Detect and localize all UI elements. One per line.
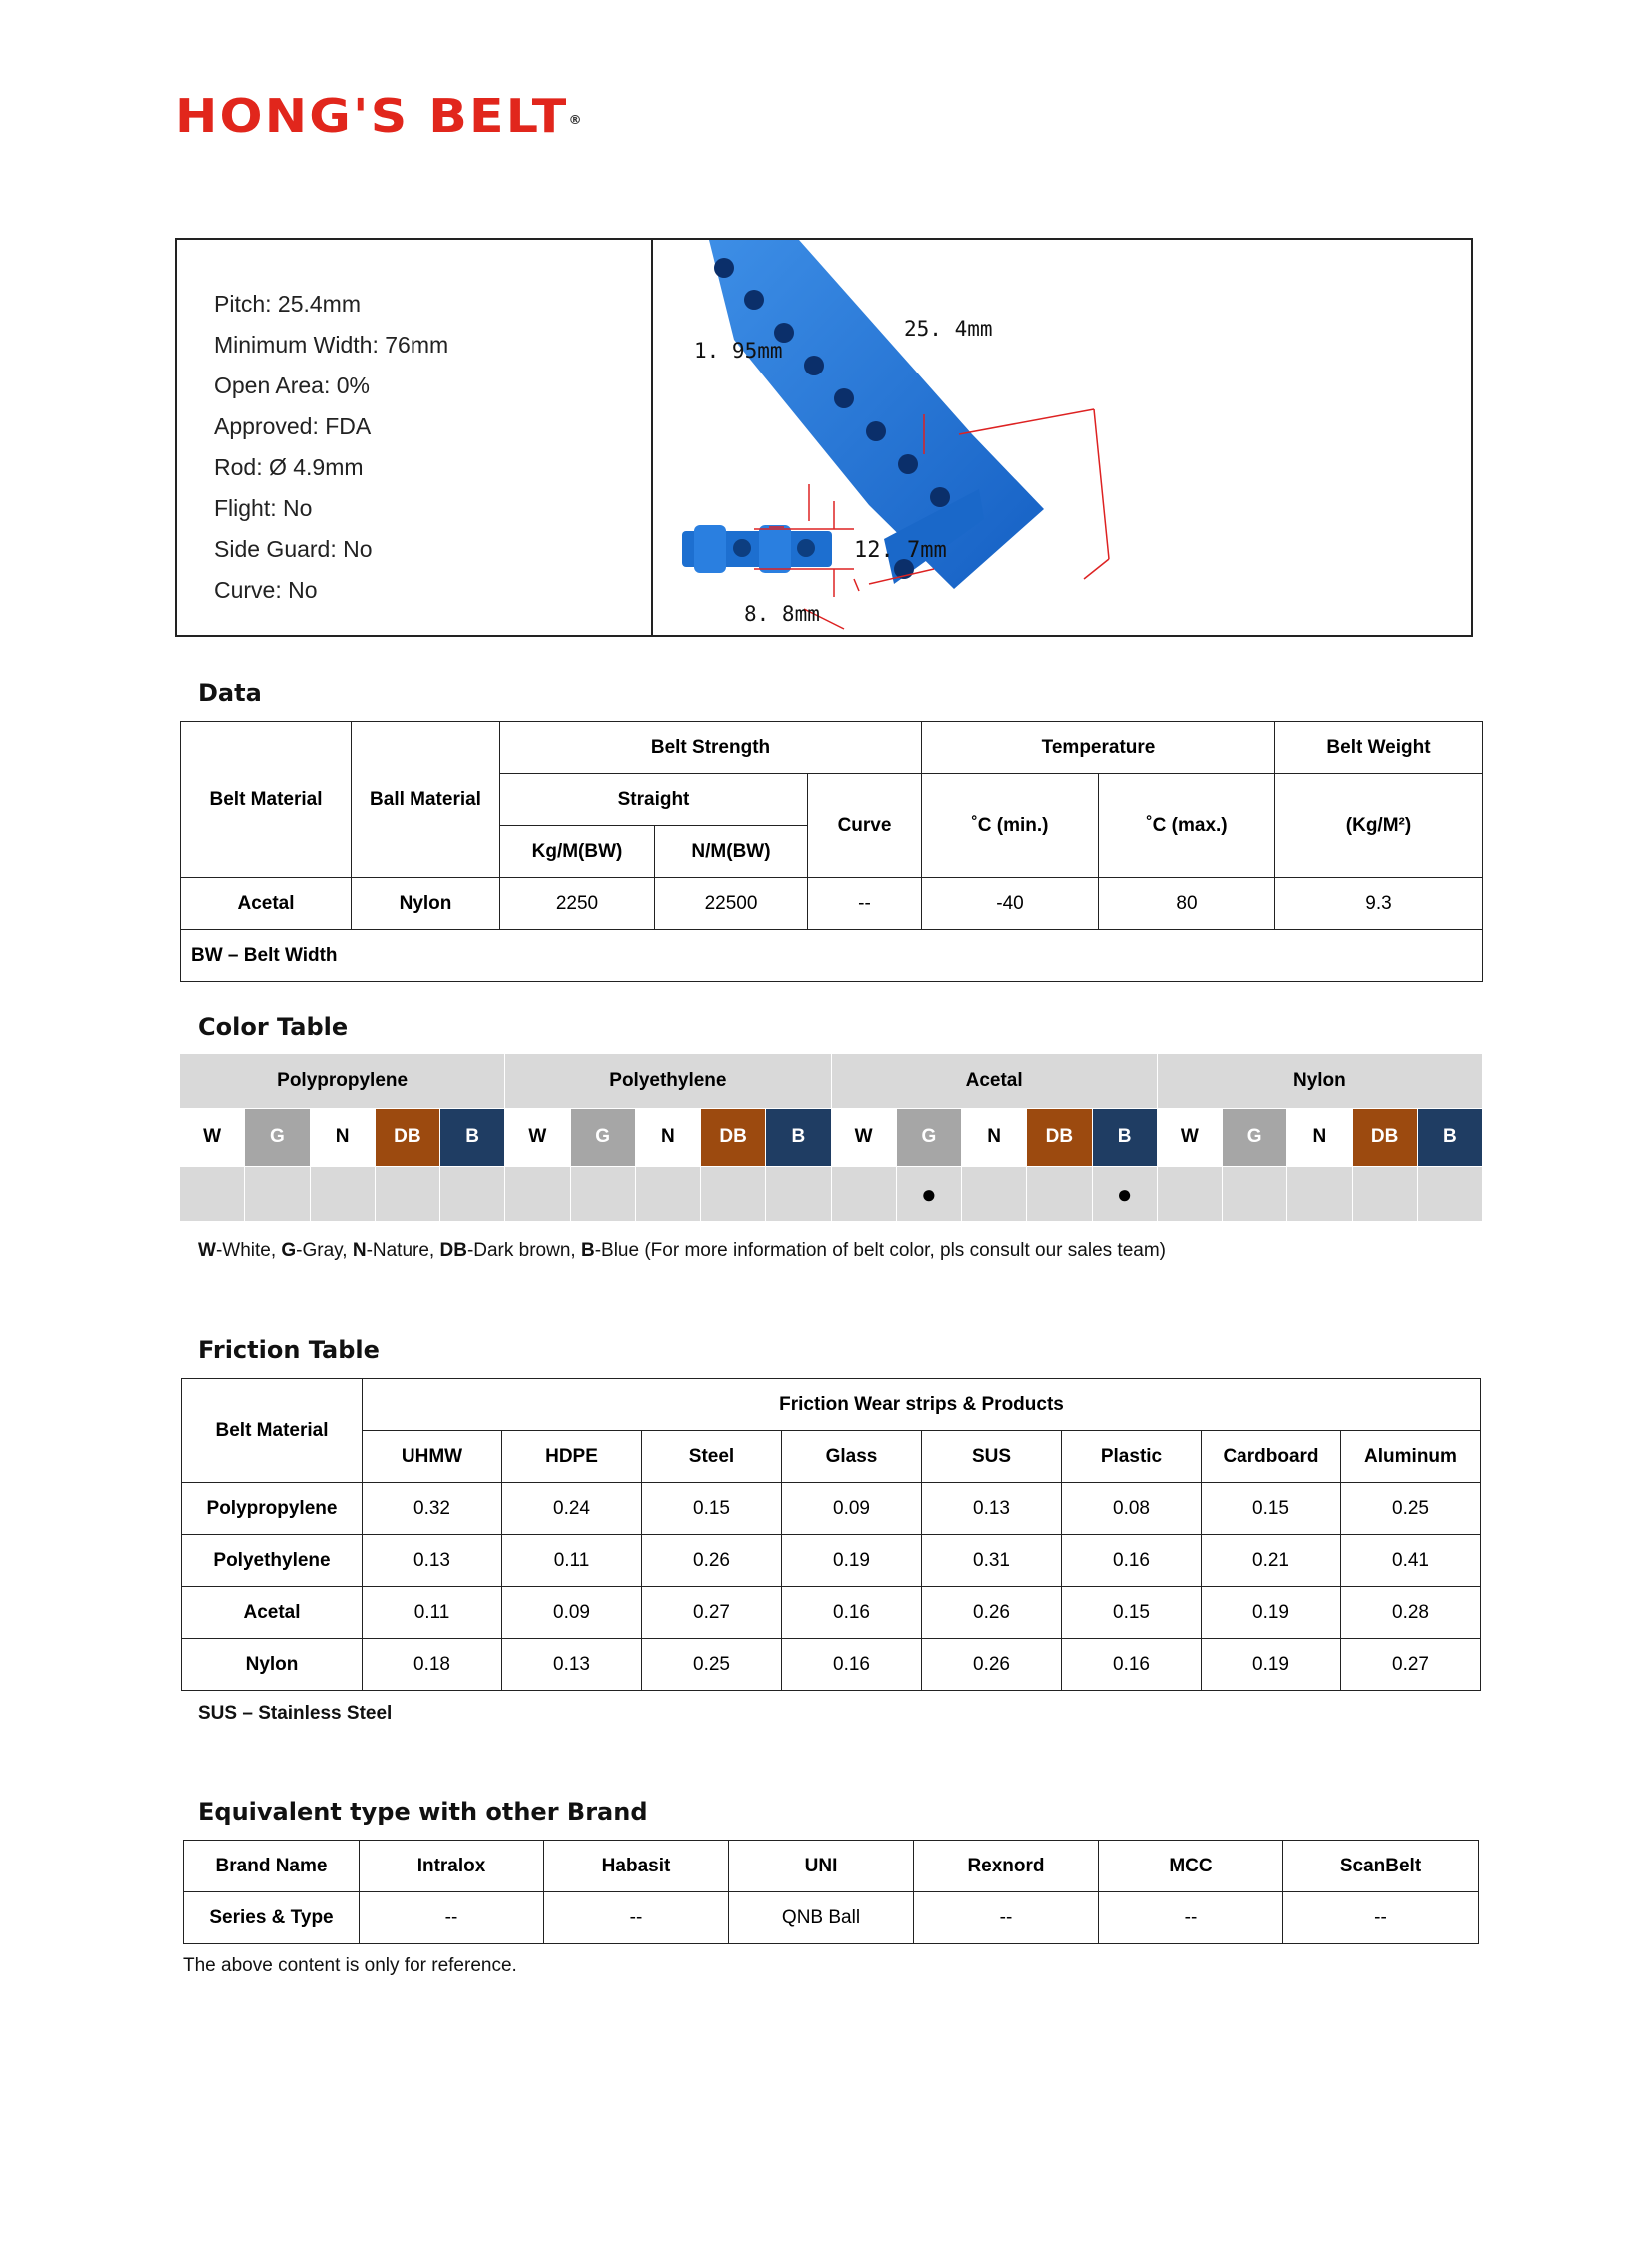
ac-n: N bbox=[962, 1109, 1027, 1167]
dim-thick-label: 8. 8mm bbox=[744, 602, 820, 626]
dim-height-label: 12. 7mm bbox=[854, 538, 947, 563]
cell-curve: -- bbox=[808, 878, 922, 930]
spec-min-width: Minimum Width: 76mm bbox=[214, 332, 449, 358]
series: -- bbox=[360, 1892, 544, 1944]
h-tmin: ˚C (min.) bbox=[922, 774, 1099, 878]
cell: 0.27 bbox=[642, 1587, 782, 1639]
cell: 0.15 bbox=[1202, 1483, 1341, 1535]
pp-db: DB bbox=[375, 1109, 439, 1167]
fh-glass: Glass bbox=[782, 1431, 922, 1483]
avail-cell bbox=[1027, 1167, 1092, 1222]
avail-cell bbox=[440, 1167, 505, 1222]
logo-text: HONG'S BELT bbox=[175, 89, 569, 143]
pp-n: N bbox=[310, 1109, 375, 1167]
dim-pitch-label: 25. 4mm bbox=[904, 317, 993, 341]
eh-series: Series & Type bbox=[184, 1892, 360, 1944]
avail-cell bbox=[1417, 1167, 1482, 1222]
cell: 0.16 bbox=[1062, 1535, 1202, 1587]
series: -- bbox=[914, 1892, 1099, 1944]
fh-sus: SUS bbox=[922, 1431, 1062, 1483]
fh-plastic: Plastic bbox=[1062, 1431, 1202, 1483]
cell-tmin: -40 bbox=[922, 878, 1099, 930]
row-material: Polyethylene bbox=[182, 1535, 363, 1587]
avail-cell bbox=[1223, 1167, 1287, 1222]
h-weight-unit: (Kg/M²) bbox=[1275, 774, 1483, 878]
avail-cell bbox=[1287, 1167, 1352, 1222]
equivalent-table bbox=[183, 1840, 1479, 1944]
cell: 0.15 bbox=[642, 1483, 782, 1535]
pe-n: N bbox=[635, 1109, 700, 1167]
cell: 0.16 bbox=[782, 1587, 922, 1639]
avail-cell bbox=[310, 1167, 375, 1222]
row-material: Polypropylene bbox=[182, 1483, 363, 1535]
equivalent-section-title: Equivalent type with other Brand bbox=[198, 1798, 648, 1826]
cell: 0.31 bbox=[922, 1535, 1062, 1587]
legend-n: N bbox=[352, 1240, 367, 1261]
cell: 0.13 bbox=[922, 1483, 1062, 1535]
series: -- bbox=[1099, 1892, 1283, 1944]
fh-cardboard: Cardboard bbox=[1202, 1431, 1341, 1483]
avail-cell bbox=[1352, 1167, 1417, 1222]
pe-g: G bbox=[570, 1109, 635, 1167]
belt-diagram bbox=[654, 240, 1471, 635]
table-row bbox=[182, 1587, 1481, 1639]
pp-w: W bbox=[180, 1109, 245, 1167]
avail-dot-acetal-g: ● bbox=[896, 1167, 961, 1222]
brand: Intralox bbox=[360, 1841, 544, 1892]
availability-row bbox=[180, 1167, 1483, 1222]
cell: 0.18 bbox=[363, 1639, 502, 1691]
legend-w: W bbox=[198, 1240, 216, 1261]
brand: Habasit bbox=[544, 1841, 729, 1892]
cell: 0.15 bbox=[1062, 1587, 1202, 1639]
h-tmax: ˚C (max.) bbox=[1099, 774, 1275, 878]
cell: 0.26 bbox=[922, 1587, 1062, 1639]
registered-mark: ® bbox=[568, 113, 584, 127]
cell: 0.11 bbox=[502, 1535, 642, 1587]
cell-tmax: 80 bbox=[1099, 878, 1275, 930]
cell-ball-material: Nylon bbox=[352, 878, 500, 930]
legend-db-text: -Dark brown, bbox=[466, 1240, 581, 1261]
h-nm: N/M(BW) bbox=[655, 826, 808, 878]
side-profile bbox=[682, 525, 832, 573]
avail-cell bbox=[570, 1167, 635, 1222]
group-acetal: Acetal bbox=[831, 1054, 1157, 1109]
ac-b: B bbox=[1092, 1109, 1157, 1167]
pe-db: DB bbox=[701, 1109, 766, 1167]
color-table bbox=[179, 1053, 1483, 1222]
spec-list bbox=[214, 284, 448, 611]
h-belt-strength: Belt Strength bbox=[500, 722, 922, 774]
cell: 0.28 bbox=[1341, 1587, 1481, 1639]
color-legend bbox=[198, 1240, 1166, 1262]
table-row bbox=[182, 1483, 1481, 1535]
cell: 0.19 bbox=[782, 1535, 922, 1587]
cell: 0.27 bbox=[1341, 1639, 1481, 1691]
row-material: Acetal bbox=[182, 1587, 363, 1639]
table-row bbox=[182, 1639, 1481, 1691]
data-section-title: Data bbox=[198, 679, 262, 707]
legend-b-text: -Blue (For more information of belt color, pls consult our sales team) bbox=[594, 1240, 1166, 1261]
avail-cell bbox=[180, 1167, 245, 1222]
ny-n: N bbox=[1287, 1109, 1352, 1167]
data-table bbox=[180, 721, 1483, 982]
spec-rod: Rod: Ø 4.9mm bbox=[214, 454, 364, 480]
spec-curve: Curve: No bbox=[214, 577, 318, 603]
data-footnote: BW – Belt Width bbox=[181, 930, 1483, 982]
spec-flight: Flight: No bbox=[214, 495, 313, 521]
brand: UNI bbox=[729, 1841, 914, 1892]
cell-kgm: 2250 bbox=[500, 878, 655, 930]
pe-w: W bbox=[505, 1109, 570, 1167]
ac-w: W bbox=[831, 1109, 896, 1167]
spec-approved: Approved: FDA bbox=[214, 413, 372, 439]
group-nylon: Nylon bbox=[1157, 1054, 1482, 1109]
cell: 0.25 bbox=[642, 1639, 782, 1691]
fh-steel: Steel bbox=[642, 1431, 782, 1483]
brand: Rexnord bbox=[914, 1841, 1099, 1892]
spec-divider bbox=[651, 238, 653, 637]
color-section-title: Color Table bbox=[198, 1013, 349, 1041]
legend-g-text: -Gray, bbox=[296, 1240, 353, 1261]
legend-g: G bbox=[281, 1240, 297, 1261]
h-kgm: Kg/M(BW) bbox=[500, 826, 655, 878]
ny-db: DB bbox=[1352, 1109, 1417, 1167]
pp-g: G bbox=[245, 1109, 310, 1167]
cell-weight: 9.3 bbox=[1275, 878, 1483, 930]
fh-hdpe: HDPE bbox=[502, 1431, 642, 1483]
series: -- bbox=[1283, 1892, 1479, 1944]
pp-b: B bbox=[440, 1109, 505, 1167]
cell: 0.09 bbox=[782, 1483, 922, 1535]
series: QNB Ball bbox=[729, 1892, 914, 1944]
avail-cell bbox=[635, 1167, 700, 1222]
h-curve: Curve bbox=[808, 774, 922, 878]
avail-dot-acetal-b: ● bbox=[1092, 1167, 1157, 1222]
cell: 0.09 bbox=[502, 1587, 642, 1639]
h-straight: Straight bbox=[500, 774, 808, 826]
group-polyethylene: Polyethylene bbox=[505, 1054, 831, 1109]
cell-nm: 22500 bbox=[655, 878, 808, 930]
brand-logo bbox=[175, 88, 584, 144]
legend-db: DB bbox=[439, 1240, 467, 1261]
data-row bbox=[181, 878, 1483, 930]
friction-section-title: Friction Table bbox=[198, 1336, 380, 1364]
cell: 0.13 bbox=[363, 1535, 502, 1587]
avail-cell bbox=[1157, 1167, 1222, 1222]
ny-w: W bbox=[1157, 1109, 1222, 1167]
cell-belt-material: Acetal bbox=[181, 878, 352, 930]
cell: 0.26 bbox=[642, 1535, 782, 1587]
avail-cell bbox=[962, 1167, 1027, 1222]
cell: 0.21 bbox=[1202, 1535, 1341, 1587]
friction-footnote: SUS – Stainless Steel bbox=[198, 1703, 393, 1724]
series: -- bbox=[544, 1892, 729, 1944]
cell: 0.13 bbox=[502, 1639, 642, 1691]
avail-cell bbox=[375, 1167, 439, 1222]
legend-w-text: -White, bbox=[215, 1240, 282, 1261]
brand: MCC bbox=[1099, 1841, 1283, 1892]
brand: ScanBelt bbox=[1283, 1841, 1479, 1892]
avail-cell bbox=[766, 1167, 831, 1222]
cell: 0.24 bbox=[502, 1483, 642, 1535]
table-row bbox=[182, 1535, 1481, 1587]
cell: 0.16 bbox=[782, 1639, 922, 1691]
ac-db: DB bbox=[1027, 1109, 1092, 1167]
h-ball-material: Ball Material bbox=[352, 722, 500, 878]
spec-side-guard: Side Guard: No bbox=[214, 536, 373, 562]
reference-footnote: The above content is only for reference. bbox=[183, 1955, 517, 1976]
spec-pitch: Pitch: 25.4mm bbox=[214, 291, 361, 317]
fh-uhmw: UHMW bbox=[363, 1431, 502, 1483]
row-material: Nylon bbox=[182, 1639, 363, 1691]
legend-n-text: -Nature, bbox=[366, 1240, 440, 1261]
h-belt-material: Belt Material bbox=[181, 722, 352, 878]
friction-table bbox=[181, 1378, 1481, 1691]
cell: 0.25 bbox=[1341, 1483, 1481, 1535]
h-temperature: Temperature bbox=[922, 722, 1275, 774]
cell: 0.11 bbox=[363, 1587, 502, 1639]
legend-b: B bbox=[580, 1240, 595, 1261]
cell: 0.19 bbox=[1202, 1587, 1341, 1639]
group-polypropylene: Polypropylene bbox=[180, 1054, 505, 1109]
cell: 0.08 bbox=[1062, 1483, 1202, 1535]
pe-b: B bbox=[766, 1109, 831, 1167]
avail-cell bbox=[701, 1167, 766, 1222]
avail-cell bbox=[831, 1167, 896, 1222]
avail-cell bbox=[245, 1167, 310, 1222]
fh-aluminum: Aluminum bbox=[1341, 1431, 1481, 1483]
fh-belt-material: Belt Material bbox=[182, 1379, 363, 1483]
cell: 0.26 bbox=[922, 1639, 1062, 1691]
cell: 0.41 bbox=[1341, 1535, 1481, 1587]
cell: 0.32 bbox=[363, 1483, 502, 1535]
h-belt-weight: Belt Weight bbox=[1275, 722, 1483, 774]
ny-b: B bbox=[1417, 1109, 1482, 1167]
eh-brand: Brand Name bbox=[184, 1841, 360, 1892]
cell: 0.19 bbox=[1202, 1639, 1341, 1691]
spec-open-area: Open Area: 0% bbox=[214, 373, 370, 398]
ac-g: G bbox=[896, 1109, 961, 1167]
ny-g: G bbox=[1223, 1109, 1287, 1167]
avail-cell bbox=[505, 1167, 570, 1222]
cell: 0.16 bbox=[1062, 1639, 1202, 1691]
dim-gap-label: 1. 95mm bbox=[694, 339, 783, 363]
fh-group: Friction Wear strips & Products bbox=[363, 1379, 1481, 1431]
